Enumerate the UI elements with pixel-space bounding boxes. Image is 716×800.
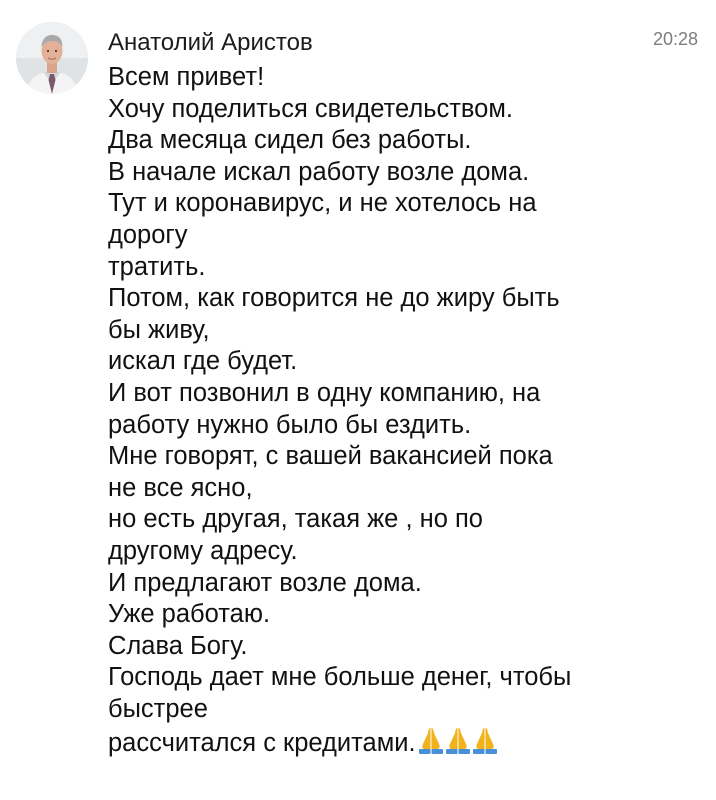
message-line: искал где будет. [108, 347, 298, 376]
message-line: Мне говорят, с вашей вакансией пока [108, 442, 553, 471]
message-line: Уже работаю. [108, 600, 271, 629]
message-text [108, 62, 698, 757]
avatar[interactable] [16, 22, 88, 94]
sender-name[interactable]: Анатолий Аристов [108, 29, 313, 56]
praying-hands-icon [472, 725, 498, 755]
message-line: В начале искал работу возле дома. [108, 157, 530, 186]
message-line: тратить. [108, 252, 206, 281]
message-line: И предлагают возле дома. [108, 568, 422, 597]
message-line: но есть другая, такая же , но по [108, 505, 483, 534]
praying-hands-icon [418, 725, 444, 755]
praying-hands-icon [445, 725, 471, 755]
message-line: И вот позвонил в одну компанию, на [108, 378, 541, 407]
message-line: Хочу поделиться свидетельством. [108, 94, 513, 123]
user-avatar-icon [16, 22, 88, 94]
message-timestamp: 20:28 [652, 29, 698, 49]
message-line-text: рассчитался с кредитами. [108, 729, 416, 758]
message-line: бы живу, [108, 315, 210, 344]
message-line: Тут и коронавирус, и не хотелось на [108, 189, 537, 218]
message-line: Господь дает мне больше денег, чтобы [108, 663, 572, 692]
message-line: дорогу [108, 220, 188, 249]
message-line: другому адресу. [108, 536, 298, 565]
message-line-last [108, 725, 698, 757]
message-line: быстрее [108, 694, 208, 723]
praying-hands-emoji-row [418, 725, 499, 764]
message-line: Слава Богу. [108, 631, 248, 660]
message-line: Потом, как говорится не до жиру быть [108, 284, 560, 313]
message-line: Два месяца сидел без работы. [108, 126, 472, 155]
message-line: не все ясно, [108, 473, 253, 502]
message-line: работу нужно было бы ездить. [108, 410, 472, 439]
message-line: Всем привет! [108, 63, 265, 91]
